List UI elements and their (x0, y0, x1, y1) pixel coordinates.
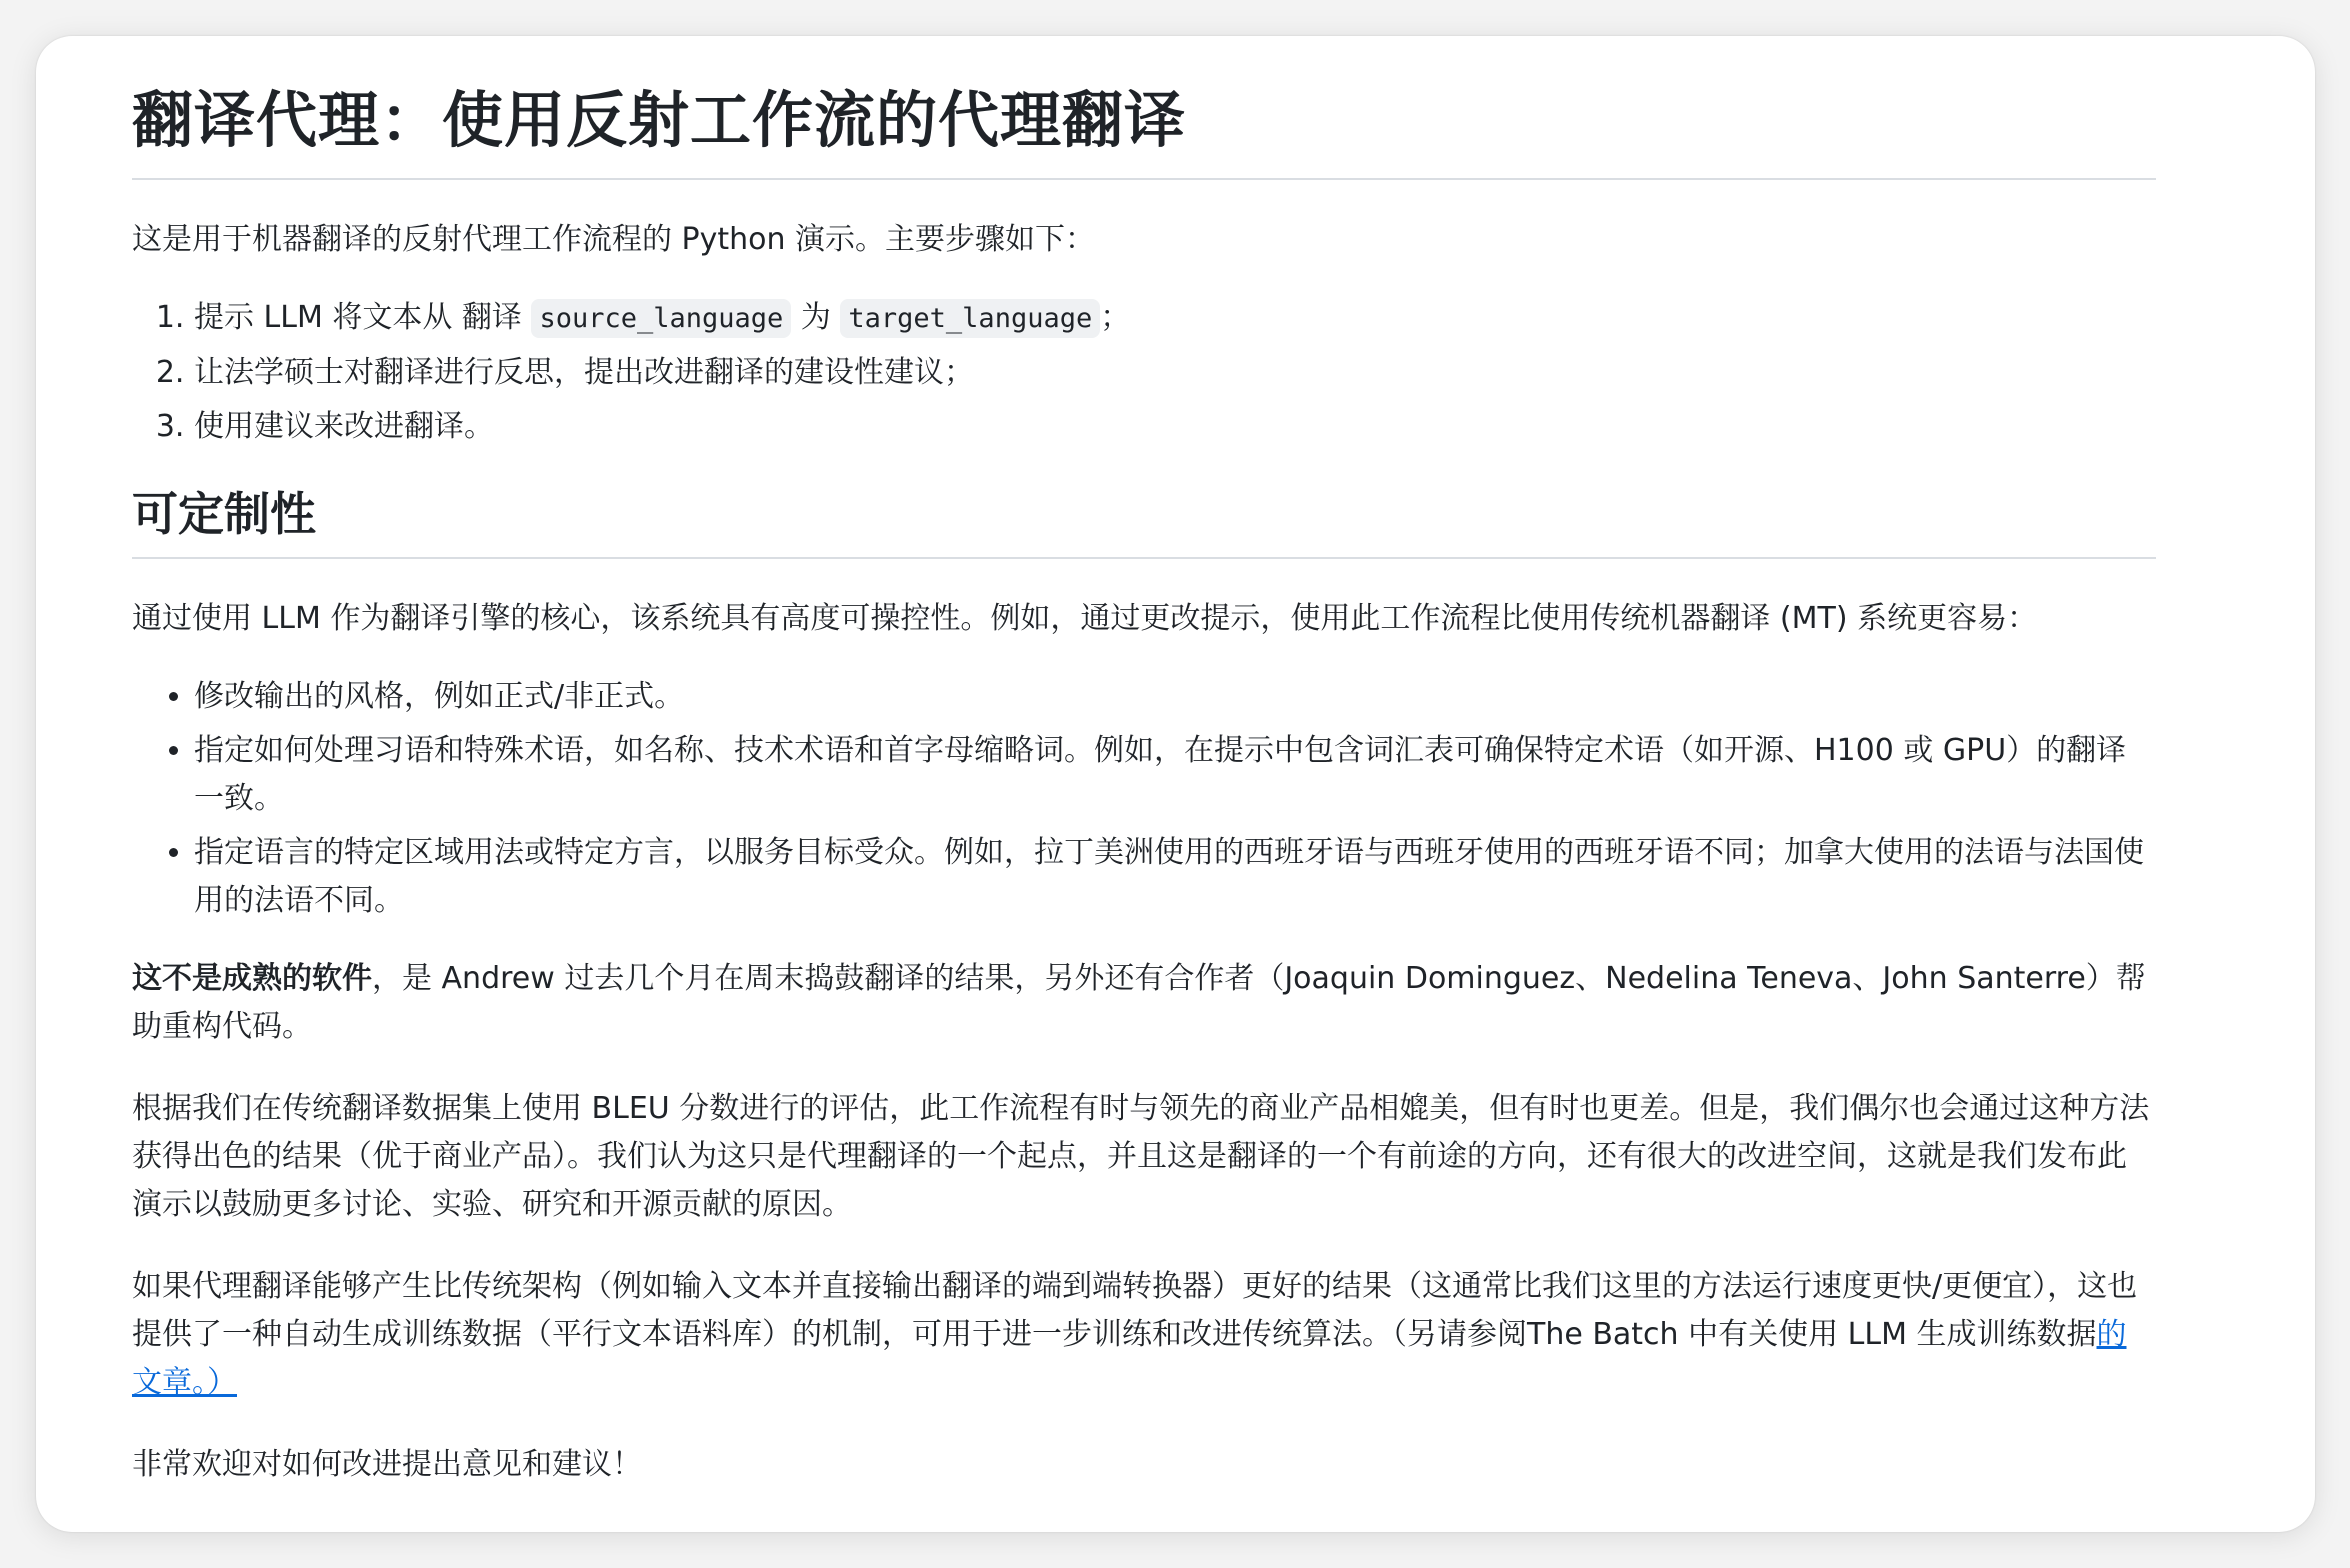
step-item-3: 3. 使用建议来改进翻译。 (194, 403, 2156, 451)
document-content (132, 78, 2156, 1489)
customization-item-2: • 指定如何处理习语和特殊术语，如名称、技术术语和首字母缩略词。例如，在提示中包含词汇表可确保特定术语（如开源、H100 或 GPU）的翻译一致。 (194, 727, 2156, 823)
customization-heading: 可定制性 (132, 481, 2156, 559)
source-language-code: source_language (531, 299, 791, 338)
page-title: 翻译代理：使用反射工作流的代理翻译 (132, 78, 2156, 180)
customization-list (132, 673, 2156, 925)
step-item-1 (194, 294, 2156, 343)
steps-list (132, 294, 2156, 451)
step-item-2: 2. 让法学硕士对翻译进行反思，提出改进翻译的建设性建议； (194, 349, 2156, 397)
bleu-paragraph: 根据我们在传统翻译数据集上使用 BLEU 分数进行的评估，此工作流程有时与领先的商业产品相媲美，但有时也更差。但是，我们偶尔也会通过这种方法获得出色的结果（优于商业产品）。我们认为这只是代理翻译的一个起点，并且这是翻译的一个有前途的方向，还有很大的改进空间，这就是我们发布此演示以鼓励更多讨论、实验、研究和开源贡献的原因。 (132, 1091, 2150, 1222)
intro-paragraph: 这是用于机器翻译的反射代理工作流程的 Python 演示。主要步骤如下： (132, 222, 1096, 257)
customization-item-1: • 修改输出的风格，例如正式/非正式。 (194, 673, 2156, 721)
step-1-text-before: 提示 LLM 将文本从 翻译 (194, 300, 532, 335)
step-1-text-after: ； (1100, 300, 1131, 335)
maturity-note-rest: ，是 Andrew 过去几个月在周末捣鼓翻译的结果，另外还有合作者（Joaquin Dominguez、Nedelina Teneva、John Santerre）帮助重构代码。 (132, 961, 2146, 1044)
document-card (36, 36, 2315, 1532)
agentic-translation-text: 如果代理翻译能够产生比传统架构（例如输入文本并直接输出翻译的端到端转换器）更好的结果（这通常比我们这里的方法运行速度更快/更便宜），这也提供了一种自动生成训练数据（平行文本语料库）的机制，可用于进一步训练和改进传统算法。（另请参阅The Batch 中有关使用 LLM 生成训练数据 (132, 1269, 2138, 1352)
maturity-note-bold: 这不是成熟的软件 (132, 961, 372, 996)
maturity-note (132, 955, 2156, 1051)
agentic-translation-paragraph (132, 1263, 2156, 1407)
article-link[interactable]: 的文章。） (132, 1317, 2127, 1400)
customization-item-3: • 指定语言的特定区域用法或特定方言，以服务目标受众。例如，拉丁美洲使用的西班牙语与西班牙使用的西班牙语不同；加拿大使用的法语与法国使用的法语不同。 (194, 829, 2156, 925)
step-1-text-middle: 为 (791, 300, 841, 335)
customization-intro: 通过使用 LLM 作为翻译引擎的核心，该系统具有高度可操控性。例如，通过更改提示，使用此工作流程比使用传统机器翻译 (MT) 系统更容易： (132, 601, 2038, 636)
target-language-code: target_language (840, 299, 1100, 338)
closing-paragraph: 非常欢迎对如何改进提出意见和建议！ (132, 1447, 642, 1482)
